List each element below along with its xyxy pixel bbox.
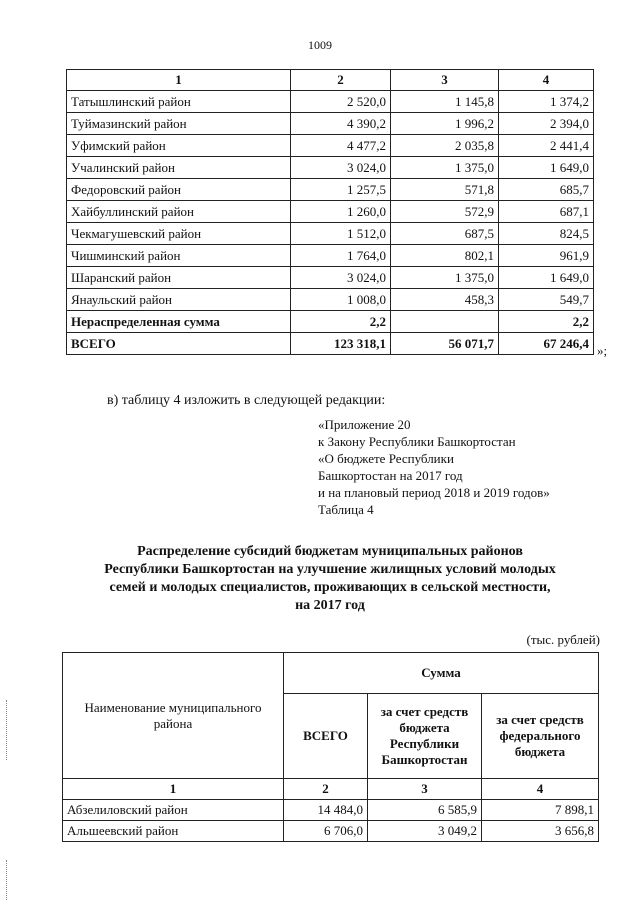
appendix-line: Таблица 4 [318,502,374,517]
district-name: Шаранский район [67,267,291,289]
federal-value: 1 649,0 [499,157,594,179]
title-line: семей и молодых специалистов, проживающих в сельской местности, [109,580,551,595]
federal-value: 3 656,8 [482,821,599,842]
district-name: Чекмагушевский район [67,223,291,245]
total-value: 1 008,0 [291,289,391,311]
page-number: 1009 [308,38,332,52]
district-name: Чишминский район [67,245,291,267]
appendix-line: к Закону Республики Башкортостан [318,434,516,449]
title-line: Республики Башкортостан на улучшение жилищных условий молодых [104,562,556,577]
subsidy-table-continuation [66,69,594,355]
unallocated-federal: 2,2 [499,311,594,333]
republic-value: 1 375,0 [391,267,499,289]
grand-total-row [67,333,594,355]
margin-scan-mark [6,700,8,760]
total-column-header: ВСЕГО [284,694,368,779]
column-number: 1 [67,70,291,91]
closing-quote: »; [597,343,608,358]
republic-value: 2 035,8 [391,135,499,157]
district-name: Уфимский район [67,135,291,157]
total-value: 6 706,0 [284,821,368,842]
federal-value: 1 374,2 [499,91,594,113]
subsidy-table-4 [62,652,599,842]
table-row [67,157,594,179]
appendix-line: и на плановый период 2018 и 2019 годов» [318,485,550,500]
table-row [67,91,594,113]
republic-value: 6 585,9 [368,800,482,821]
federal-value: 824,5 [499,223,594,245]
unallocated-republic [391,311,499,333]
district-column-header: Наименование муниципального района [63,653,284,779]
federal-value: 2 441,4 [499,135,594,157]
table-row [67,245,594,267]
sum-header: Сумма [284,653,599,694]
table-row [67,289,594,311]
republic-value: 687,5 [391,223,499,245]
amendment-paragraph: в) таблицу 4 изложить в следующей редакции: [107,393,386,408]
total-value: 1 512,0 [291,223,391,245]
federal-value: 2 394,0 [499,113,594,135]
federal-value: 685,7 [499,179,594,201]
grand-total-label: ВСЕГО [67,333,291,355]
column-number: 2 [291,70,391,91]
total-value: 1 257,5 [291,179,391,201]
total-value: 4 390,2 [291,113,391,135]
republic-value: 3 049,2 [368,821,482,842]
grand-total-federal: 67 246,4 [499,333,594,355]
republic-value: 1 145,8 [391,91,499,113]
total-value: 4 477,2 [291,135,391,157]
table-row [67,135,594,157]
table-row [63,821,599,842]
margin-scan-mark [6,860,8,900]
title-line: Распределение субсидий бюджетам муниципальных районов [137,544,523,559]
column-number: 2 [284,779,368,800]
appendix-line: «О бюджете Республики [318,451,454,466]
table-row [63,800,599,821]
column-number-row [63,779,599,800]
unallocated-label: Нераспределенная сумма [67,311,291,333]
appendix-line: «Приложение 20 [318,417,411,432]
table-title [60,543,600,615]
table-row [67,267,594,289]
district-name: Учалинский район [67,157,291,179]
total-value: 1 764,0 [291,245,391,267]
district-name: Янаульский район [67,289,291,311]
unallocated-row [67,311,594,333]
units-label: (тыс. рублей) [526,632,600,647]
column-number: 3 [391,70,499,91]
district-name: Татышлинский район [67,91,291,113]
column-number: 3 [368,779,482,800]
grand-total-republic: 56 071,7 [391,333,499,355]
federal-value: 549,7 [499,289,594,311]
federal-value: 1 649,0 [499,267,594,289]
total-value: 3 024,0 [291,157,391,179]
republic-value: 802,1 [391,245,499,267]
federal-value: 687,1 [499,201,594,223]
republic-value: 572,9 [391,201,499,223]
republic-value: 1 375,0 [391,157,499,179]
table-row [67,201,594,223]
column-number: 4 [499,70,594,91]
title-line: на 2017 год [295,598,365,613]
district-name: Федоровский район [67,179,291,201]
table-row [67,179,594,201]
column-number: 4 [482,779,599,800]
column-number: 1 [63,779,284,800]
federal-value: 7 898,1 [482,800,599,821]
republic-value: 571,8 [391,179,499,201]
table-row [67,113,594,135]
total-value: 3 024,0 [291,267,391,289]
republic-value: 1 996,2 [391,113,499,135]
district-name: Альшеевский район [63,821,284,842]
federal-value: 961,9 [499,245,594,267]
republic-column-header: за счет средств бюджета Республики Башкортостан [368,694,482,779]
federal-column-header: за счет средств федерального бюджета [482,694,599,779]
republic-value: 458,3 [391,289,499,311]
table-row [67,223,594,245]
district-name: Туймазинский район [67,113,291,135]
total-value: 14 484,0 [284,800,368,821]
district-name: Абзелиловский район [63,800,284,821]
total-value: 2 520,0 [291,91,391,113]
district-name: Хайбуллинский район [67,201,291,223]
table-header-row [63,653,599,694]
total-value: 1 260,0 [291,201,391,223]
grand-total-value: 123 318,1 [291,333,391,355]
table-header-row [67,70,594,91]
unallocated-total: 2,2 [291,311,391,333]
appendix-line: Башкортостан на 2017 год [318,468,463,483]
appendix-reference [318,416,550,518]
